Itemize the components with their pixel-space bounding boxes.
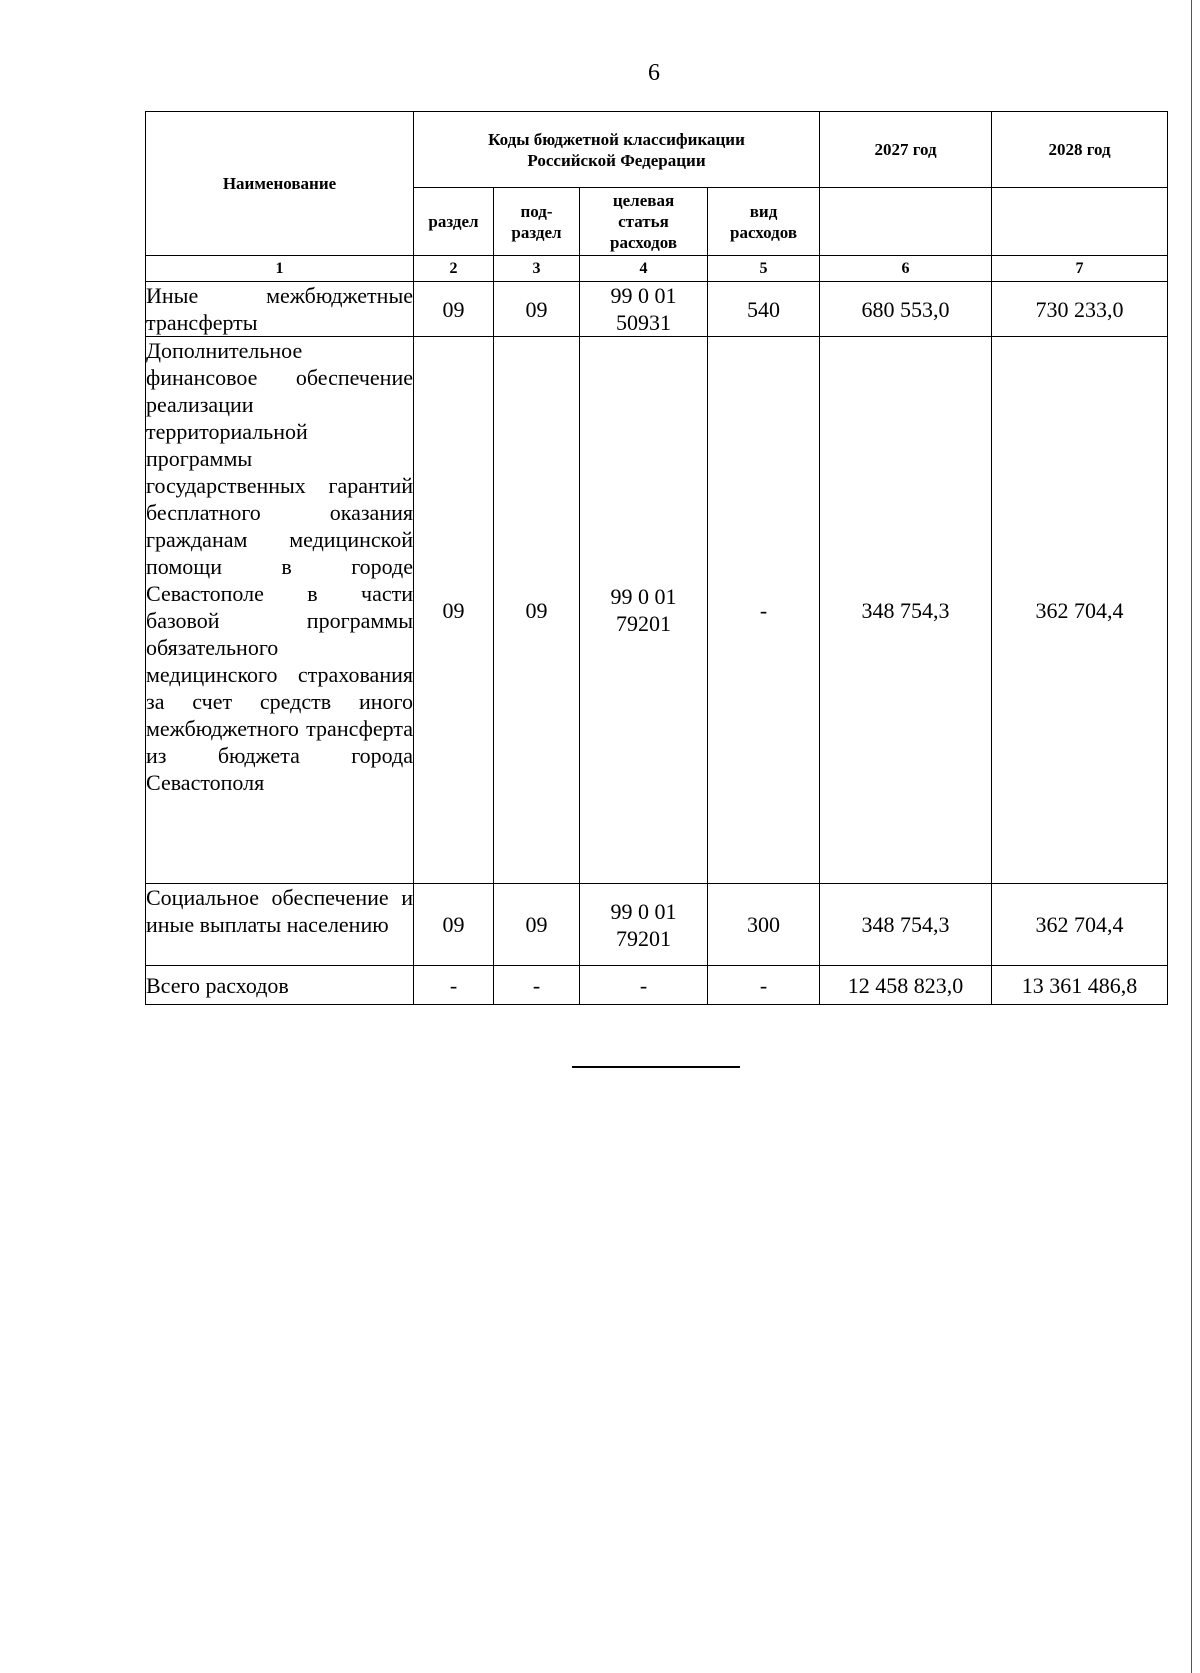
row-razdel: 09 — [414, 282, 494, 337]
column-number: 5 — [708, 256, 820, 282]
row-razdel: 09 — [414, 337, 494, 884]
header-vid: вид расходов — [708, 188, 820, 256]
total-name: Всего расходов — [146, 966, 414, 1005]
total-2027: 12 458 823,0 — [820, 966, 992, 1005]
header-name: Наименование — [146, 112, 414, 256]
row-podrazdel: 09 — [494, 282, 580, 337]
total-2028: 13 361 486,8 — [992, 966, 1168, 1005]
row-2028: 362 704,4 — [992, 884, 1168, 966]
table-row — [146, 282, 1168, 337]
total-row — [146, 966, 1168, 1005]
row-name: Дополнительное финансовое обеспечение реализации территориальной программы государственных гарантий бесплатного оказания гражданам медицинской помощи в городе Севастополе в части базовой программы обязательного медицинского страхования за счет средств иного межбюджетного трансферта из бюджета города Севастополя — [146, 337, 414, 884]
column-number: 4 — [580, 256, 708, 282]
column-number: 6 — [820, 256, 992, 282]
budget-table — [145, 111, 1168, 1005]
row-2027: 348 754,3 — [820, 337, 992, 884]
total-razdel: - — [414, 966, 494, 1005]
header-row-top — [146, 112, 1168, 188]
row-razdel: 09 — [414, 884, 494, 966]
row-podrazdel: 09 — [494, 884, 580, 966]
row-name: Социальное обеспечение и иные выплаты населению — [146, 884, 414, 966]
header-codes-group: Коды бюджетной классификации Российской Федерации — [414, 112, 820, 188]
row-celevaya: 99 0 01 79201 — [580, 337, 708, 884]
table-row — [146, 337, 1168, 884]
row-vid: 540 — [708, 282, 820, 337]
row-vid: - — [708, 337, 820, 884]
page-number: 6 — [648, 60, 660, 86]
header-year-2027: 2027 год — [820, 112, 992, 188]
row-2028: 362 704,4 — [992, 337, 1168, 884]
column-number: 2 — [414, 256, 494, 282]
row-celevaya: 99 0 01 50931 — [580, 282, 708, 337]
row-2027: 348 754,3 — [820, 884, 992, 966]
end-rule — [572, 1066, 740, 1068]
row-2027: 680 553,0 — [820, 282, 992, 337]
table-row — [146, 884, 1168, 966]
total-vid: - — [708, 966, 820, 1005]
total-podrazdel: - — [494, 966, 580, 1005]
row-2028: 730 233,0 — [992, 282, 1168, 337]
header-celevaya: целевая статья расходов — [580, 188, 708, 256]
header-podrazdel: под- раздел — [494, 188, 580, 256]
header-empty-2027 — [820, 188, 992, 256]
column-numbers-row — [146, 256, 1168, 282]
column-number: 3 — [494, 256, 580, 282]
scan-edge-line — [1191, 0, 1192, 1673]
header-year-2028: 2028 год — [992, 112, 1168, 188]
row-podrazdel: 09 — [494, 337, 580, 884]
column-number: 1 — [146, 256, 414, 282]
total-celevaya: - — [580, 966, 708, 1005]
header-empty-2028 — [992, 188, 1168, 256]
row-celevaya: 99 0 01 79201 — [580, 884, 708, 966]
header-razdel: раздел — [414, 188, 494, 256]
row-vid: 300 — [708, 884, 820, 966]
row-name: Иные межбюджетные трансферты — [146, 283, 413, 335]
column-number: 7 — [992, 256, 1168, 282]
